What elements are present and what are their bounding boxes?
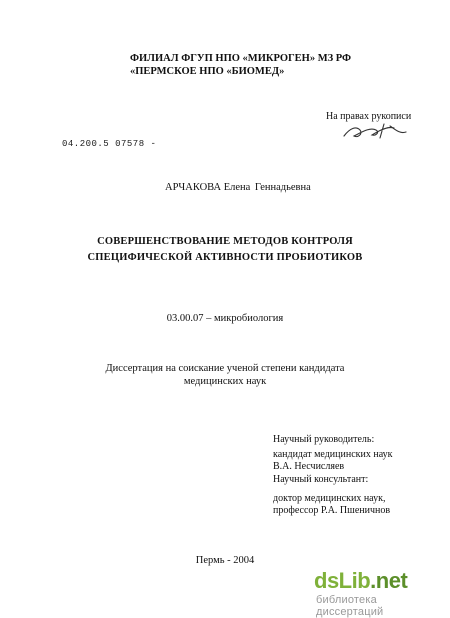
- consultant-name: профессор Р.А. Пшеничнов: [273, 505, 391, 516]
- organization-header: [130, 52, 351, 78]
- watermark-logo: [314, 568, 407, 594]
- supervisor-name: В.А. Несчисляев: [273, 461, 345, 472]
- city-year: Пермь - 2004: [195, 555, 255, 566]
- supervisor-degree: кандидат медицинских наук: [273, 449, 393, 460]
- dissertation-title: [0, 234, 450, 266]
- catalog-code: 04.200.5 07578 -: [62, 139, 157, 149]
- supervisor-details: [273, 449, 393, 473]
- dslib-watermark: [314, 566, 444, 618]
- organization-line-1: ФИЛИАЛ ФГУП НПО «МИКРОГЕН» МЗ РФ: [130, 53, 352, 64]
- dissertation-line-2: медицинских наук: [183, 376, 267, 387]
- handwritten-signature: [340, 118, 410, 144]
- watermark-logo-part-1: dsLib: [314, 568, 371, 593]
- watermark-subtitle: библиотека диссертаций: [316, 594, 384, 618]
- supervisor-label: Научный руководитель:: [273, 434, 375, 445]
- consultant-label: Научный консультант:: [273, 474, 369, 485]
- watermark-logo-part-2: .net: [370, 568, 408, 593]
- title-line-1: СОВЕРШЕНСТВОВАНИЕ МЕТОДОВ КОНТРОЛЯ: [97, 236, 353, 247]
- author-name: [165, 182, 311, 193]
- organization-line-2: «ПЕРМСКОЕ НПО «БИОМЕД»: [130, 66, 285, 77]
- author-surname: АРЧАКОВА: [165, 182, 222, 193]
- consultant-details: [273, 493, 390, 517]
- title-line-2: СПЕЦИФИЧЕСКОЙ АКТИВНОСТИ ПРОБИОТИКОВ: [87, 252, 363, 263]
- consultant-degree: доктор медицинских наук,: [273, 493, 386, 504]
- specialty: 03.00.07 – микробиология: [166, 313, 284, 324]
- rights-note: На правах рукописи: [326, 111, 412, 122]
- dissertation-line-1: Диссертация на соискание ученой степени кандидата: [105, 363, 345, 374]
- dissertation-statement: [0, 362, 450, 388]
- author-given-names: Елена Геннадьевна: [223, 182, 311, 193]
